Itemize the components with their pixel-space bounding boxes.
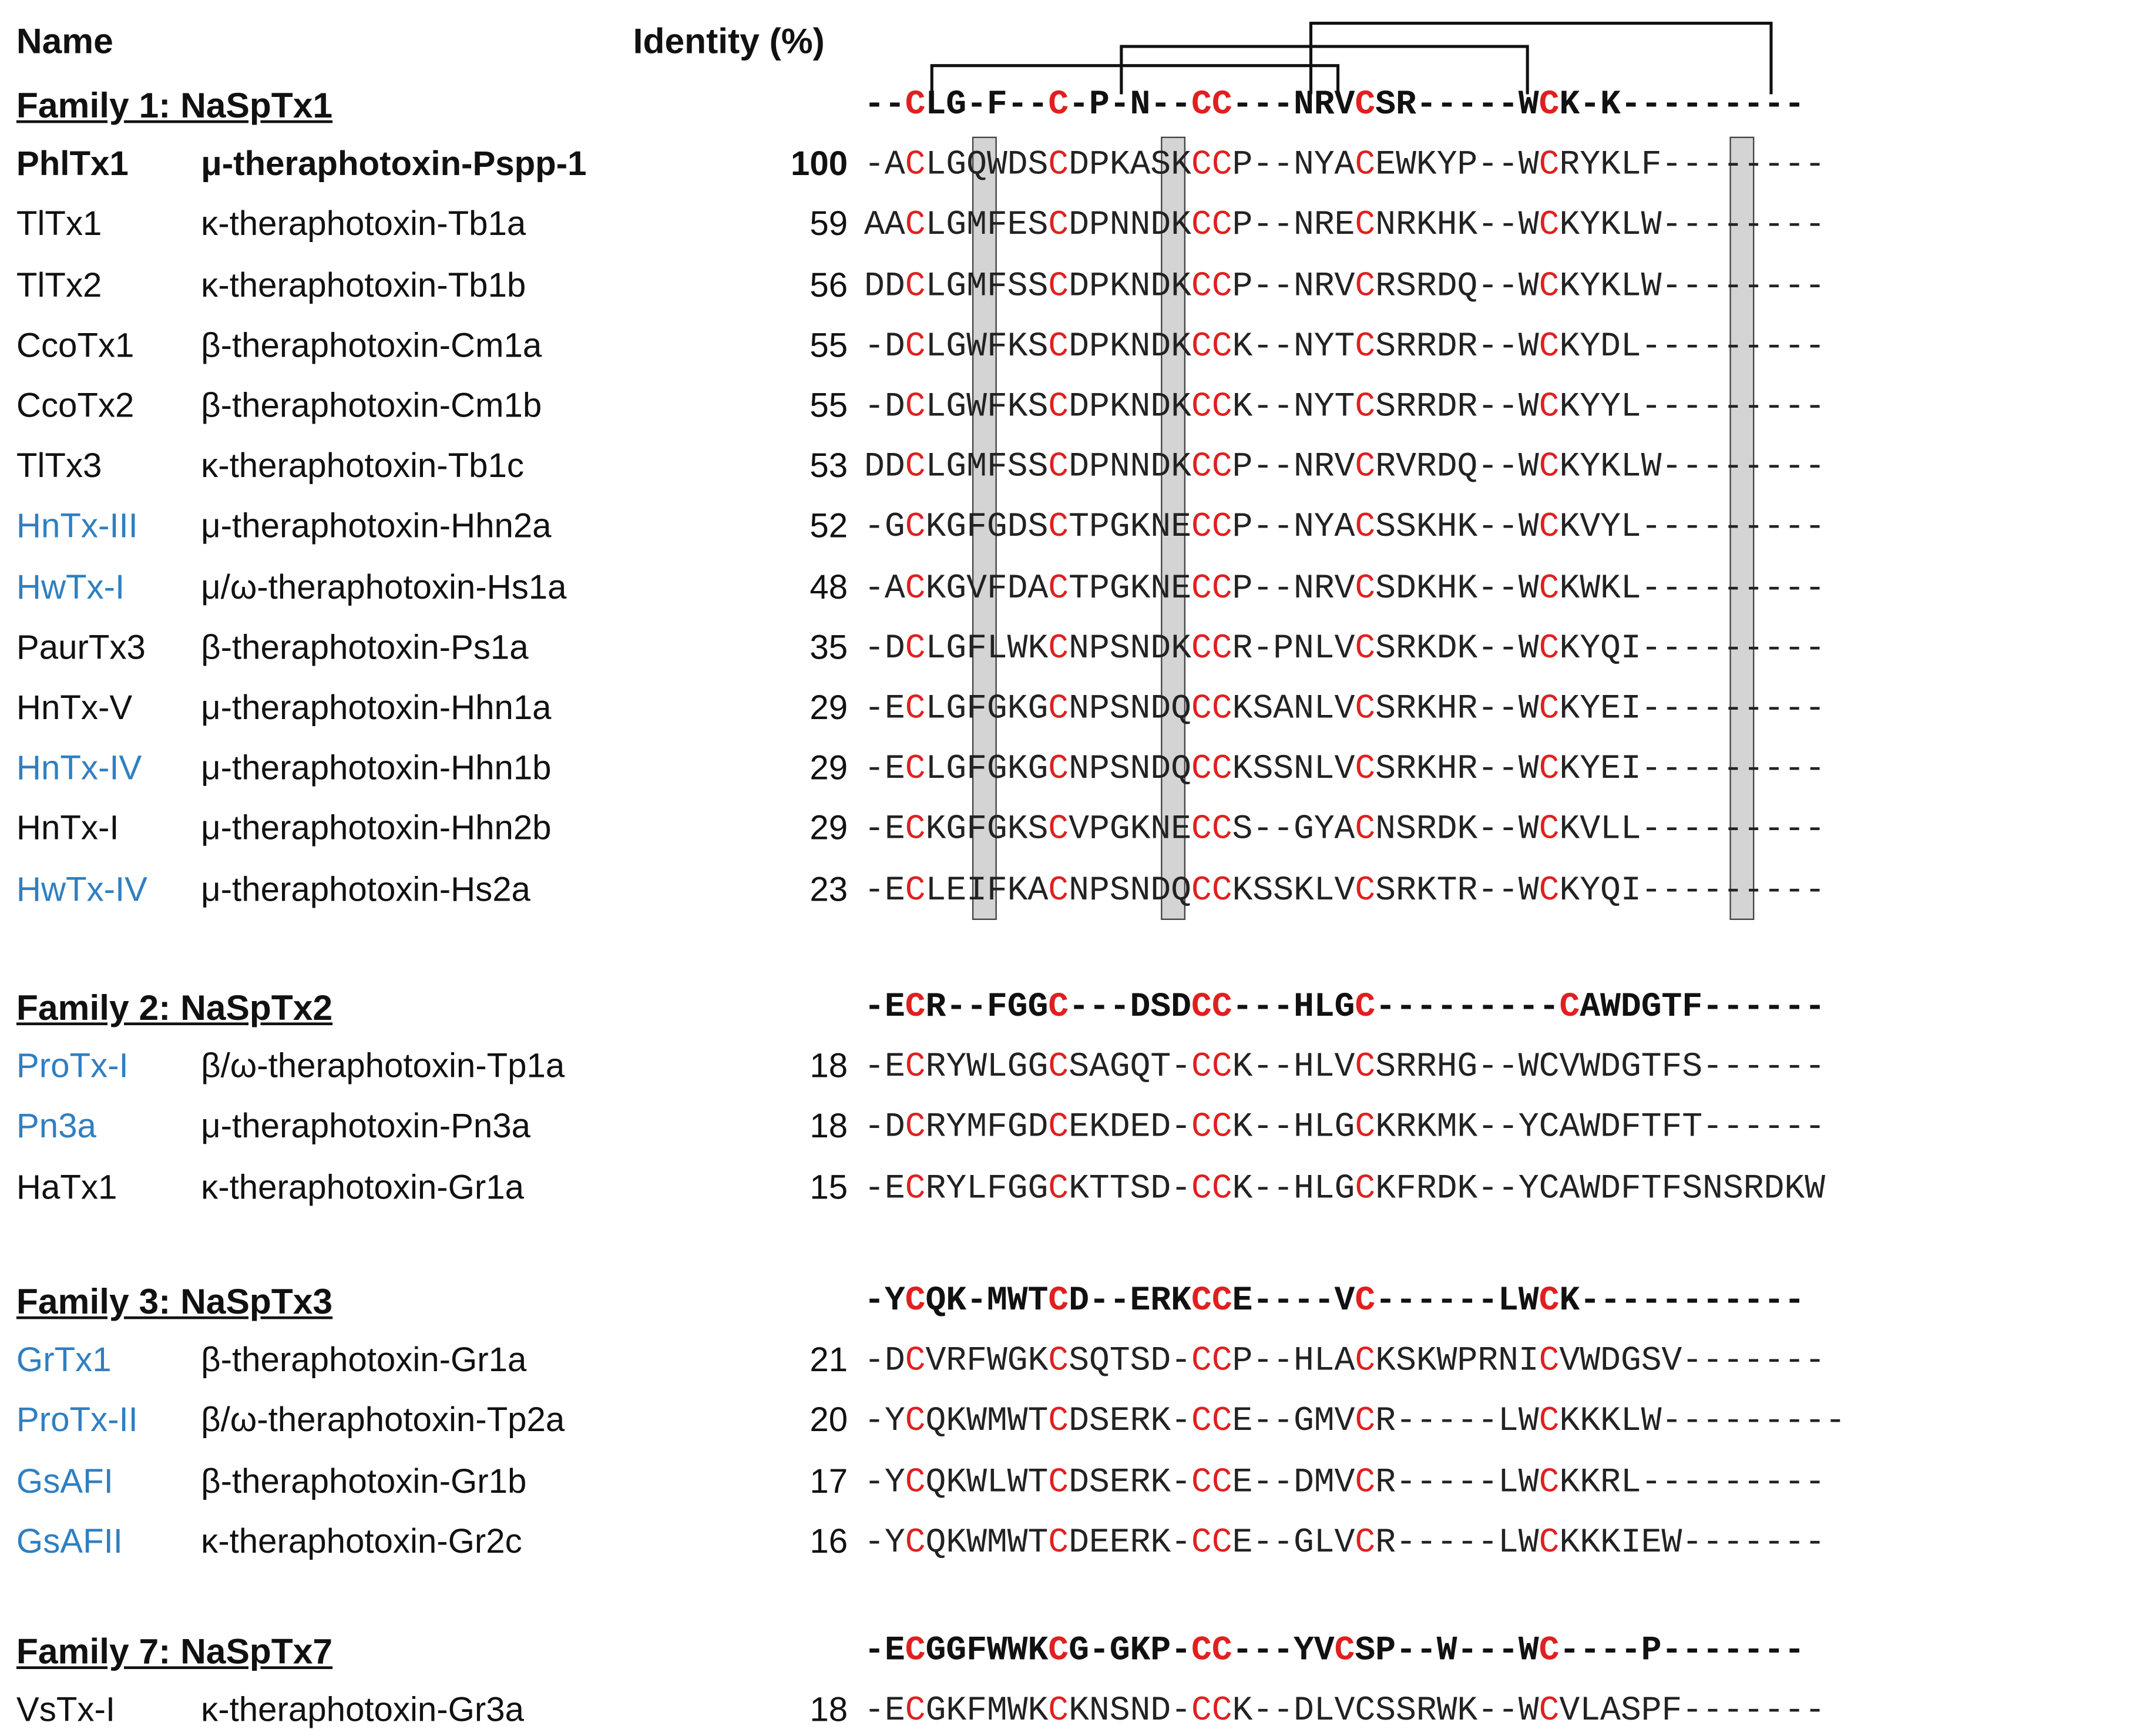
- toxin-short-name: HaTx1: [16, 1168, 117, 1207]
- identity-percent: 29: [809, 749, 848, 788]
- name-column-header: Name: [16, 20, 113, 62]
- identity-percent: 59: [809, 205, 848, 244]
- identity-percent: 18: [809, 1107, 848, 1146]
- disulfide-bond-connectors: [0, 0, 2133, 164]
- toxin-full-name: κ-theraphotoxin-Gr1a: [201, 1168, 525, 1207]
- toxin-short-name: HwTx-IV: [16, 870, 147, 909]
- toxin-full-name: μ/ω-theraphotoxin-Hs1a: [201, 568, 567, 607]
- toxin-short-name: ProTx-II: [16, 1401, 138, 1440]
- toxin-short-name: HnTx-V: [16, 689, 133, 727]
- toxin-sequence: DDCLGMFSSCDPNNDKCCP--NRVCRVRDQ--WCKYKLW--------: [864, 447, 1825, 487]
- toxin-short-name: PaurTx3: [16, 628, 146, 667]
- toxin-short-name: CcoTx1: [16, 326, 135, 365]
- toxin-full-name: β-theraphotoxin-Cm1b: [201, 387, 542, 425]
- toxin-sequence: -ECKGFGKSCVPGKNECCS--GYACNSRDK--WCKVLL---------: [864, 810, 1825, 849]
- identity-percent: 17: [809, 1462, 848, 1500]
- disulfide-bond-line: [1311, 23, 1771, 95]
- toxin-sequence: -ACLGQWDSCDPKASKCCP--NYACEWKYP--WCRYKLF--------: [864, 145, 1825, 185]
- toxin-short-name: VsTx-I: [16, 1691, 116, 1730]
- toxin-full-name: μ-theraphotoxin-Hhn1a: [201, 689, 552, 727]
- toxin-short-name: CcoTx2: [16, 387, 135, 425]
- toxin-full-name: μ-theraphotoxin-Pspp-1: [201, 145, 587, 184]
- toxin-sequence: -DCLGFLWKCNPSNDKCCR-PNLVCSRKDK--WCKYQI---------: [864, 628, 1825, 669]
- identity-percent: 48: [809, 568, 848, 607]
- toxin-sequence: -ECGKFMWKCKNSND-CCK--DLVCSSRWK--WCVLASPF-------: [864, 1691, 1825, 1731]
- toxin-full-name: κ-theraphotoxin-Gr2c: [201, 1522, 522, 1561]
- toxin-full-name: μ-theraphotoxin-Hhn2b: [201, 810, 552, 848]
- toxin-sequence: -DCRYMFGDCEKDED-CCK--HLGCKRKMK--YCAWDFTFT------: [864, 1107, 1825, 1148]
- toxin-sequence: -YCQKWMWTCDEERK-CCE--GLVCR-----LWCKKKIEW-------: [864, 1522, 1825, 1563]
- toxin-short-name: PhlTx1: [16, 145, 129, 184]
- toxin-short-name: GsAFI: [16, 1462, 113, 1500]
- toxin-full-name: μ-theraphotoxin-Hhn1b: [201, 749, 552, 788]
- toxin-full-name: β-theraphotoxin-Gr1a: [201, 1341, 527, 1380]
- toxin-short-name: Pn3a: [16, 1107, 96, 1146]
- toxin-sequence: -ECRYLFGGCKTTSD-CCK--HLGCKFRDK--YCAWDFTFSNSRDKW: [864, 1168, 1825, 1208]
- toxin-full-name: β/ω-theraphotoxin-Tp1a: [201, 1047, 565, 1086]
- toxin-short-name: TlTx1: [16, 205, 102, 244]
- identity-percent: 35: [809, 628, 848, 667]
- identity-percent: 55: [809, 326, 848, 365]
- identity-percent: 55: [809, 387, 848, 425]
- identity-percent: 18: [809, 1047, 848, 1086]
- disulfide-bond-line: [1121, 46, 1527, 94]
- family-title: Family 7: NaSpTx7: [16, 1630, 333, 1672]
- identity-percent: 56: [809, 266, 848, 304]
- identity-column-header: Identity (%): [633, 20, 825, 62]
- toxin-sequence: DDCLGMFSSCDPKNDKCCP--NRVCRSRDQ--WCKYKLW--------: [864, 266, 1825, 306]
- toxin-short-name: ProTx-I: [16, 1047, 129, 1086]
- toxin-sequence: -YCQKWLWTCDSERK-CCE--DMVCR-----LWCKKRL---------: [864, 1462, 1825, 1502]
- identity-percent: 21: [809, 1341, 848, 1380]
- toxin-sequence: -ECLGFGKGCNPSNDQCCKSSNLVCSRKHR--WCKYEI---------: [864, 749, 1825, 789]
- toxin-full-name: κ-theraphotoxin-Tb1c: [201, 447, 525, 486]
- toxin-short-name: GsAFII: [16, 1522, 123, 1561]
- identity-percent: 20: [809, 1401, 848, 1440]
- toxin-short-name: TlTx2: [16, 266, 102, 304]
- toxin-full-name: μ-theraphotoxin-Pn3a: [201, 1107, 530, 1146]
- identity-percent: 18: [809, 1691, 848, 1730]
- toxin-sequence: -DCLGWFKSCDPKNDKCCK--NYTCSRRDR--WCKYYL---------: [864, 387, 1825, 427]
- toxin-full-name: β-theraphotoxin-Gr1b: [201, 1462, 527, 1500]
- toxin-short-name: HnTx-I: [16, 810, 119, 848]
- disulfide-bond-line: [932, 66, 1338, 95]
- toxin-full-name: κ-theraphotoxin-Tb1b: [201, 266, 526, 304]
- toxin-full-name: κ-theraphotoxin-Gr3a: [201, 1691, 525, 1730]
- toxin-sequence: AACLGMFESCDPNNDKCCP--NRECNRKHK--WCKYKLW--------: [864, 205, 1825, 246]
- toxin-full-name: μ-theraphotoxin-Hhn2a: [201, 508, 552, 546]
- identity-percent: 15: [809, 1168, 848, 1207]
- toxin-short-name: HnTx-IV: [16, 749, 142, 788]
- family-title: Family 2: NaSpTx2: [16, 986, 333, 1028]
- identity-percent: 23: [809, 870, 848, 909]
- family-title: Family 1: NaSpTx1: [16, 85, 333, 126]
- toxin-full-name: β-theraphotoxin-Ps1a: [201, 628, 529, 667]
- identity-percent: 29: [809, 810, 848, 848]
- toxin-sequence: -ECLEIFKACNPSNDQCCKSSKLVCSRKTR--WCKYQI---------: [864, 870, 1825, 910]
- toxin-full-name: β/ω-theraphotoxin-Tp2a: [201, 1401, 565, 1440]
- family-title: Family 3: NaSpTx3: [16, 1281, 333, 1322]
- identity-percent: 52: [809, 508, 848, 546]
- toxin-sequence: -YCQKWMWTCDSERK-CCE--GMVCR-----LWCKKKLW---------: [864, 1401, 1846, 1442]
- identity-percent: 29: [809, 689, 848, 727]
- toxin-short-name: TlTx3: [16, 447, 102, 486]
- consensus-sequence: -YCQK-MWTCD--ERKCCE----VC------LWCK-----------: [864, 1281, 1805, 1321]
- identity-percent: 100: [791, 145, 848, 184]
- toxin-sequence: -DCVRFWGKCSQTSD-CCP--HLACKSKWPRNICVWDGSV-------: [864, 1341, 1825, 1381]
- consensus-sequence: -ECR--FGGC---DSDCC---HLGC---------CAWDGTF------: [864, 986, 1825, 1027]
- toxin-full-name: κ-theraphotoxin-Tb1a: [201, 205, 526, 244]
- toxin-sequence: -ECLGFGKGCNPSNDQCCKSANLVCSRKHR--WCKYEI---------: [864, 689, 1825, 729]
- toxin-sequence: -GCKGFGDSCTPGKNECCP--NYACSSKHK--WCKVYL---------: [864, 508, 1825, 548]
- toxin-short-name: GrTx1: [16, 1341, 112, 1380]
- toxin-sequence: -DCLGWFKSCDPKNDKCCK--NYTCSRRDR--WCKYDL---------: [864, 326, 1825, 367]
- toxin-short-name: HwTx-I: [16, 568, 125, 607]
- toxin-short-name: HnTx-III: [16, 508, 138, 546]
- identity-percent: 53: [809, 447, 848, 486]
- consensus-sequence: --CLG-F--C-P-N--CC---NRVCSR-----WCK-K---------: [864, 85, 1805, 125]
- identity-percent: 16: [809, 1522, 848, 1561]
- toxin-full-name: μ-theraphotoxin-Hs2a: [201, 870, 530, 909]
- toxin-sequence: -ACKGVFDACTPGKNECCP--NRVCSDKHK--WCKWKL---------: [864, 568, 1825, 608]
- toxin-full-name: β-theraphotoxin-Cm1a: [201, 326, 542, 365]
- toxin-sequence: -ECRYWLGGCSAGQT-CCK--HLVCSRRHG--WCVWDGTFS------: [864, 1047, 1825, 1087]
- consensus-sequence: -ECGGFWWKCG-GKP-CC---YVCSP--W---WC----P-------: [864, 1630, 1805, 1671]
